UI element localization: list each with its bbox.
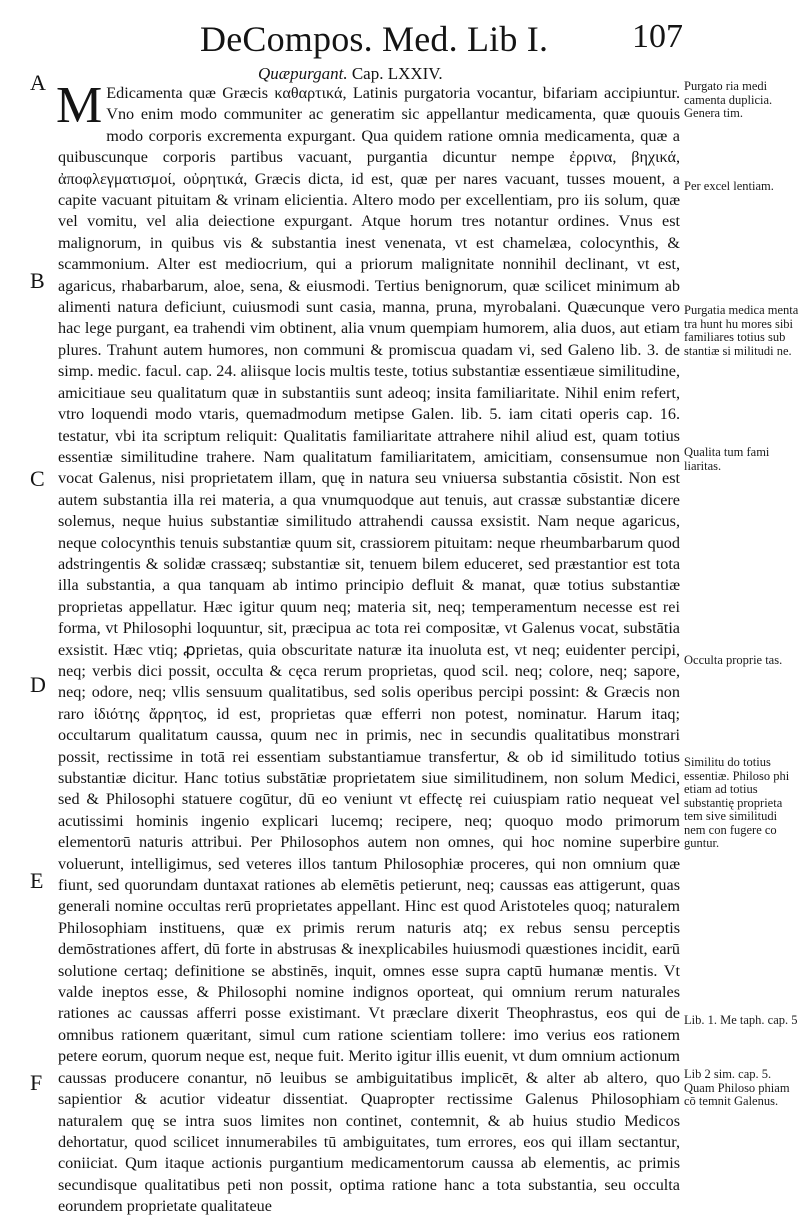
main-text-column bbox=[56, 77, 680, 1218]
drop-cap: M bbox=[56, 77, 103, 134]
section-letter-b: B bbox=[30, 268, 45, 293]
margin-note-similitudo: Similitu do totius essentiæ. Philoso phi etiam ad totius substantię proprieta tem sive similitudi nem con fugere co guntur. bbox=[684, 755, 790, 850]
section-letter-e: E bbox=[30, 868, 44, 893]
section-letter-a: A bbox=[30, 70, 46, 95]
chapter-title: Quæpurgant. bbox=[258, 64, 348, 83]
section-letter-f: F bbox=[30, 1070, 43, 1095]
section-letter-c: C bbox=[30, 466, 45, 491]
page-number: 107 bbox=[632, 18, 683, 55]
body-paragraph bbox=[56, 77, 680, 1218]
page-header bbox=[0, 18, 800, 64]
margin-note-purgatoria: Purgato ria medi camenta duplicia. Genera tim. bbox=[684, 79, 773, 120]
body-text: Edicamenta quæ Græcis καθαρτικά, Latinis purgatoria vocantur, bifariam accipiuntur. Vno enim modo communiter ac generatim sic appellantur medicamenta, quæ quouis modo corporis excrementa expurgant. Qua quidem ratione omnia medicamenta, quæ a quibuscunque corporis partibus vacuant, purgantia dicuntur nempe ἐρρινα, βηχικά, ἀποφλεγματισμοί, οὐρητικά, Græcis dicta, id est, quæ per nares vacuant, tusses mouent, a capite vacuant pituitam & vrinam elicientia. Altero modo per excellentiam, pro iis solum, quæ vel vomitu, vel alia deiectione expurgant. Atque horum tres notantur ordines. Vnus est malignorum, in quibus vis & substantia inest venenata, vt est chamelæa, colocynthis, & scammonium. Alter est mediocrium, qui a priorum malignitate nonnihil declinant, vt est, agaricus, rhabarbarum, aloe, sena, & eiusmodi. Tertius benignorum, quæ scilicet minimum ab alimenti natura deficiunt, cuiusmodi sunt casia, manna, pruna, myrobalani. Quæcunque vero hac lege purgant, ea trahendi vim obtinent, alia vnum quempiam humorem, alia duos, aut etiam plures. Trahunt autem humores, non communi & promiscua quadam vi, sed Galeno lib. 3. de simp. medic. facul. cap. 24. aliisque locis multis teste, totius substantiæ essentiæue similitudine, amicitiaue seu qualitatum quæ in substantiis sunt adeoq; insita familiaritate. Nihil enim refert, vtro loquendi modo vtaris, quemadmodum metipse Galen. lib. 5. iam citati operis cap. 16. testatur, vbi ita scriptum reliquit: Qualitatis familiaritate attrahere nihil aliud est, quam totius essentiæ similitudine trahere. Nam qualitatum familiaritatem, amicitiam, consensumue non vocat Galenus, nisi proprietatem illam, quę in natura seu vniuersa substantia cōsistit. Non est autem substantia illa rei materia, a qua vnumquodque aut tenuis, aut crassæ substantiæ dicere solemus, neque huius substantiæ similitudo attrahendi caussa exsistit. Nam neque agaricus, neque colocynthis tenuis substantiæ quum sit, crassiorem pituitam: neque rheumbarbarum quod adstringentis & solidæ crassæq; substantiæ sit, tenuem bilem educeret, sed præstantior est tota illa substantia, a qua tanquam ab intimo principio defluit & manat, quæ totius substantiæ proprietas appellatur. Hæc igitur quum neq; materia sit, neq; temperamentum necesse est rei forma, vt Philosophi loquuntur, sit, præcipua ac tota rei compositæ, vt Galenus vocat, substātia exsistit. Hæc vtiq; ꝓprietas, quia obscuritate naturæ ita inuoluta est, vt neq; euidenter percipi, neq; verbis dici possit, occulta & cęca rerum proprietas, quod scil. neq; colore, neq; sapore, neq; odore, neq; vllis sensuum qualitatibus, sed solis operibus percipi possint: & Græcis non raro ἰδιότης ἄρρητος, id est, proprietas quæ efferri non potest, nominatur. Harum itaq; occultarum qualitatum caussa, quum nec in primis, nec in secundis qualitatibus monstrari possit, rectissime in totā rei essentiam substantiamue transfertur, & ob id similitudo totius substantiæ dicitur. Hanc totius substātiæ proprietatem siue similitudinem, non solum Medici, sed & Philosophi statuere cogūtur, dū eo veniunt vt effectę rei cuiuspiam ratio nequeat vel acutissimi hominis ingenio explicari lucemq; recipere, neq; quoquo modo primorum elementorū naturis attribui. Per Philosophos autem non omnes, qui hoc nomine superbire voluerunt, intelligimus, sed veteres illos tantum Philosophiæ proceres, qui non omnium quæ fiunt, sed quorundam duntaxat rationes ab elemētis petierunt, neq; caussas eas attigerunt, quas generali nomine occultas rerū proprietates appellant. Hinc est quod Aristoteles quoq; naturalem Philosophiam instituens, quæ ex primis rerum naturis atq; ex rebus sensu perceptis demōstrationes affert, dū forte in abstrusas & inexplicabiles huiusmodi quæstiones incidit, earū solutione certaq; definitione se abstinēs, inquit, omnes esse supra captū humanæ mentis. Vt valde ineptos esse, & Philosophi nomine indignos oporteat, qui omnium rerum naturales rationes ac caussas afferri posse existimant. Vt præclare dixerit Theophrastus, eos qui de omnibus rationem quæritant, simul cum ratione scientiam tollere: imo verius eos rationem petere eorum, quorum neque est, neque fuit. Merito igitur illis euenit, vt dum omnium actionum caussas producere conantur, nō leuibus se ambiguitatibus implicēt, & alter ab altero, quo sapientior & acutior videatur dissentiat. Quapropter rectissime Galenus Philosophiam naturalem quę se intra suos limites non continet, contemnit, & ab huius studio Medicos dehortatur, quod scilicet innumerabiles tū ambiguitates, tum errores, eos qui illam sectantur, coniiciat. Qum itaque actionis purgantium medicamentorum caussa ab elementis, ac primis secundisque qualitatibus peti non possit, optima ratione hanc a tota substantia, seu occulta eorundem proprietate qualitateue bbox=[58, 84, 680, 1216]
chapter-heading bbox=[258, 64, 443, 84]
section-letter-d: D bbox=[30, 672, 46, 697]
chapter-number: Cap. LXXIV. bbox=[347, 64, 443, 83]
margin-note-metaph: Lib. 1. Me taph. cap. 5 bbox=[684, 1013, 798, 1027]
margin-note-excellentiam: Per excel lentiam. bbox=[684, 179, 774, 193]
running-title: DeCompos. Med. Lib I. bbox=[200, 19, 549, 59]
margin-note-galenus: Lib 2 sim. cap. 5. Quam Philoso phiam cō temnit Galenus. bbox=[684, 1067, 790, 1108]
margin-note-familiaritas: Qualita tum fami liaritas. bbox=[684, 445, 770, 473]
margin-note-occulta: Occulta proprie tas. bbox=[684, 653, 783, 667]
margin-note-similitudine: Purgatia medica menta tra hunt hu mores sibi familiares totius sub stantiæ si militudi ne. bbox=[684, 303, 799, 358]
